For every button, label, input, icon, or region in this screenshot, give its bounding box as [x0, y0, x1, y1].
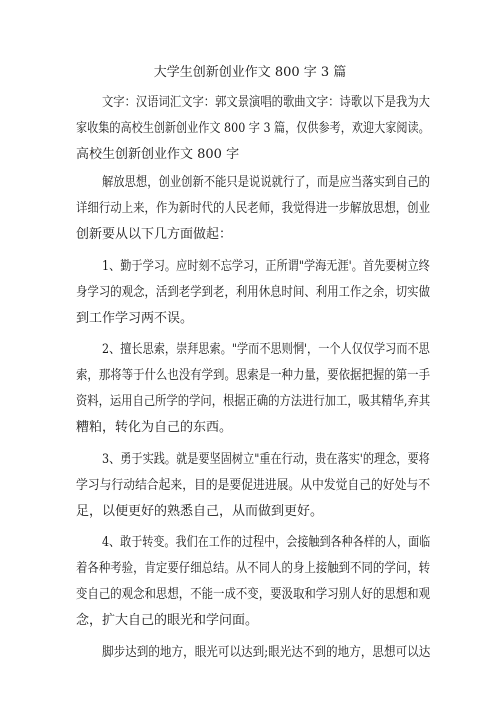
paragraph-line: 糟粕，转化为自己的东西。 [76, 420, 233, 435]
paragraph-line: 到工作学习两不误。 [76, 311, 194, 326]
paragraph-line: 身学习的观念，活到老学到老，利用休息时间、利用工作之余，切实做 [76, 285, 431, 300]
paragraph-line: 索，那将等于什么也没有学到。思索是一种力量，要依据把握的第一手 [76, 368, 431, 383]
paragraph-line: 着各种考验，肯定要仔细总结。从不同人的身上接触到不同的学问，转 [76, 561, 431, 576]
paragraph-line: 学习与行动结合起来，目的是要促进进展。从中发觉自己的好处与不 [76, 478, 431, 493]
paragraph-line: 变自己的观念和思想，不能一成不变，要汲取和学习别人好的思想和观 [76, 587, 431, 602]
document-title: 大学生创新创业作文 800 字 3 篇 [153, 65, 347, 80]
paragraph-line: 3、勇于实践。就是要坚固树立"重在行动，贵在落实'的理念，要将 [102, 452, 430, 467]
paragraph-line: 足，以便更好的熟悉自己，从而做到更好。 [76, 504, 324, 519]
paragraph-line: 4、敢于转变。我们在工作的过程中，会接触到各种各样的人，面临 [102, 535, 431, 550]
paragraph-line: 解放思想，创业创新不能只是说说就行了，而是应当落实到自己的 [102, 175, 431, 190]
paragraph-line: 创新要从以下几方面做起： [76, 227, 233, 242]
paragraph-line: 1、勤于学习。应时刻不忘学习，正所谓"学海无涯'。首先要树立终 [102, 259, 430, 274]
paragraph-line: 详细行动上来，作为新时代的人民老师，我觉得进一步解放思想，创业 [76, 201, 431, 216]
paragraph-line: 念，扩大自己的眼光和学问面。 [76, 613, 259, 628]
paragraph-line: 资料，运用自己所学的学问，根据正确的方法进行加工，吸其精华,弃其 [76, 394, 431, 409]
paragraph-line: 2、擅长思索，崇拜思索。"学而不思则惘'，一个人仅仅学习而不思 [102, 342, 430, 357]
intro-line-2: 家收集的高校生创新创业作文 800 字 3 篇，仅供参考，欢迎大家阅读。 [76, 121, 430, 136]
paragraph-line: 脚步达到的地方，眼光可以达到;眼光达不到的地方，思想可以达 [102, 645, 431, 660]
intro-line-1: 文字：汉语词汇文字：郭文景演唱的歌曲文字：诗歌以下是我为大 [102, 95, 431, 110]
document-subtitle: 高校生创新创业作文 800 字 [76, 147, 240, 162]
